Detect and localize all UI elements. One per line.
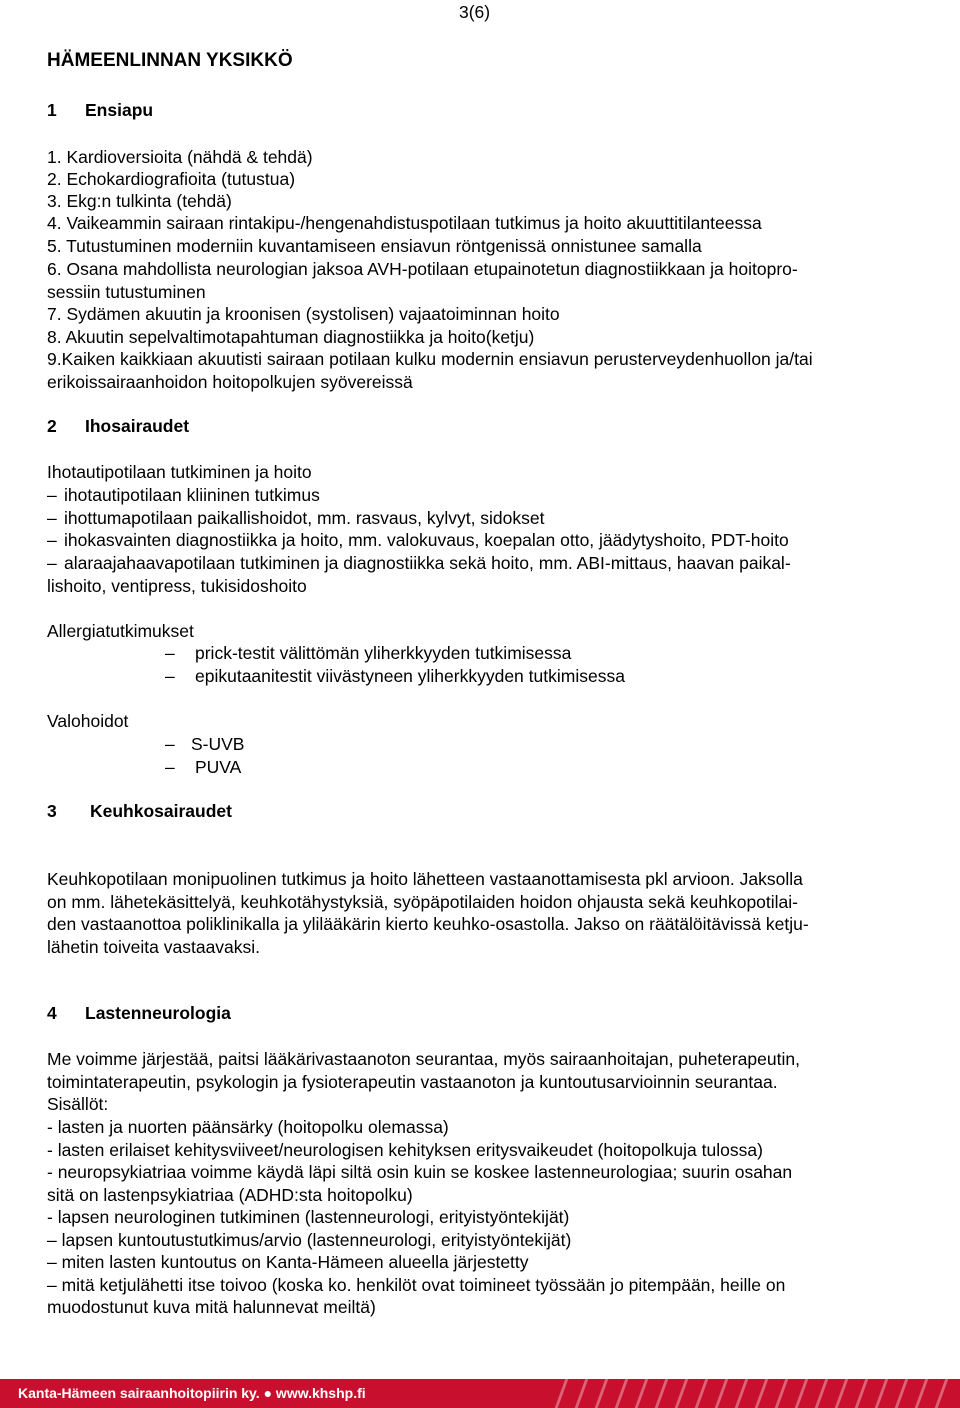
dash-bullet: – [47,553,57,573]
section-3-title: Keuhkosairaudet [90,801,232,821]
section-1-heading [47,99,153,121]
unit-title: HÄMEENLINNAN YKSIKKÖ [47,50,293,71]
section-1-number: 1 [47,100,57,120]
list-item: – epikutaanitestit viivästyneen yliherkkyyden tutkimisessa [165,666,625,686]
section-3-heading [47,800,232,822]
list-item: 2. Echokardiografioita (tutustua) [47,169,296,189]
page-number: 3(6) [459,2,491,22]
dash-bullet: – [47,508,57,528]
paragraph-line: lähetin toiveita vastaavaksi. [47,937,261,957]
paragraph-line: – miten lasten kuntoutus on Kanta-Hämeen alueella järjestetty [47,1252,529,1272]
list-item: – ihottumapotilaan paikallishoidot, mm. rasvaus, kylvyt, sidokset [47,508,545,528]
light-therapy-title: Valohoidot [47,711,129,731]
dash-bullet: – [47,530,57,550]
allergy-title: Allergiatutkimukset [47,621,194,641]
section-2-intro: Ihotautipotilaan tutkiminen ja hoito [47,462,312,482]
section-2-number: 2 [47,416,57,436]
paragraph-line: on mm. lähetekäsittelyä, keuhkotähystyksiä, syöpäpotilaiden hoidon ohjausta sekä keuhkopotilai- [47,892,799,912]
list-item: 6. Osana mahdollista neurologian jaksoa AVH-potilaan etupainotetun diagnostiikkaan ja hoitopro- [47,259,798,279]
paragraph-line: - neuropsykiatriaa voimme käydä läpi siltä osin kuin se koskee lastenneurologiaa; suurin osahan [47,1162,793,1182]
paragraph-line: - lapsen neurologinen tutkiminen (lastenneurologi, erityistyöntekijät) [47,1207,570,1227]
list-item: 7. Sydämen akuutin ja kroonisen (systolisen) vajaatoiminnan hoito [47,304,560,324]
section-3-number: 3 [47,801,57,821]
list-item: – S-UVB [165,734,245,754]
list-item: 1. Kardioversioita (nähdä & tehdä) [47,147,313,167]
paragraph-line: – mitä ketjulähetti itse toivoo (koska ko. henkilöt ovat toimineet työssään jo pitempään, heille on [47,1275,786,1295]
list-item: – prick-testit välittömän yliherkkyyden tutkimisessa [165,643,572,663]
list-item: – ihokasvainten diagnostiikka ja hoito, mm. valokuvaus, koepalan otto, jäädytyshoito, PDT-hoito [47,530,789,550]
list-item: erikoissairaanhoidon hoitopolkujen syövereissä [47,372,413,392]
dash-bullet: – [165,757,175,777]
list-item: – ihotautipotilaan kliininen tutkimus [47,485,320,505]
dash-bullet: – [47,485,57,505]
section-4-heading [47,1002,231,1024]
section-4-title: Lastenneurologia [85,1003,231,1023]
section-2-heading [47,415,189,437]
paragraph-line: - lasten erilaiset kehitysviiveet/neurologisen kehityksen eritysvaikeudet (hoitopolkuja tulossa) [47,1140,763,1160]
section-1-title: Ensiapu [85,100,154,120]
section-4-number: 4 [47,1003,57,1023]
dash-bullet: – [165,734,175,754]
list-item: 9.Kaiken kaikkiaan akuutisti sairaan potilaan kulku modernin ensiavun perusterveydenhuollon ja/tai [47,349,813,369]
list-item: – PUVA [165,757,242,777]
section-2-title: Ihosairaudet [85,416,190,436]
paragraph-line: muodostunut kuva mitä halunnevat meiltä) [47,1297,376,1317]
paragraph-line: Keuhkopotilaan monipuolinen tutkimus ja hoito lähetteen vastaanottamisesta pkl arvioon. Jaksolla [47,869,803,889]
list-item-continuation: lishoito, ventipress, tukisidoshoito [47,576,307,596]
list-item: 8. Akuutin sepelvaltimotapahtuman diagnostiikka ja hoito(ketju) [47,327,535,347]
paragraph-line: den vastaanottoa poliklinikalla ja ylilääkärin kierto keuhko-osastolla. Jakso on räätälöitävissä ketju- [47,914,809,934]
paragraph-line: toimintaterapeutin, psykologin ja fysioterapeutin vastaanoton ja kuntoutusarvioinnin seurantaa. [47,1072,778,1092]
paragraph-line: Sisällöt: [47,1094,109,1114]
list-item: 5. Tutustuminen moderniin kuvantamiseen ensiavun röntgenissä onnistunee samalla [47,236,702,256]
paragraph-line: – lapsen kuntoutustutkimus/arvio (lastenneurologi, erityistyöntekijät) [47,1230,572,1250]
dash-bullet: – [165,643,175,663]
list-item: – alaraajahaavapotilaan tutkiminen ja diagnostiikka sekä hoito, mm. ABI-mittaus, haavan paikal- [47,553,791,573]
footer-text: Kanta-Hämeen sairaanhoitopiirin ky. ● www.khshp.fi [18,1385,366,1401]
list-item: sessiin tutustuminen [47,282,206,302]
dash-bullet: – [165,666,175,686]
paragraph-line: Me voimme järjestää, paitsi lääkärivastaanoton seurantaa, myös sairaanhoitajan, puheterapeutin, [47,1049,800,1069]
list-item: 3. Ekg:n tulkinta (tehdä) [47,191,232,211]
paragraph-line: - lasten ja nuorten päänsärky (hoitopolku olemassa) [47,1117,449,1137]
list-item: 4. Vaikeammin sairaan rintakipu-/hengenahdistuspotilaan tutkimus ja hoito akuuttitilanteessa [47,213,762,233]
paragraph-line: sitä on lastenpsykiatriaa (ADHD:sta hoitopolku) [47,1185,413,1205]
